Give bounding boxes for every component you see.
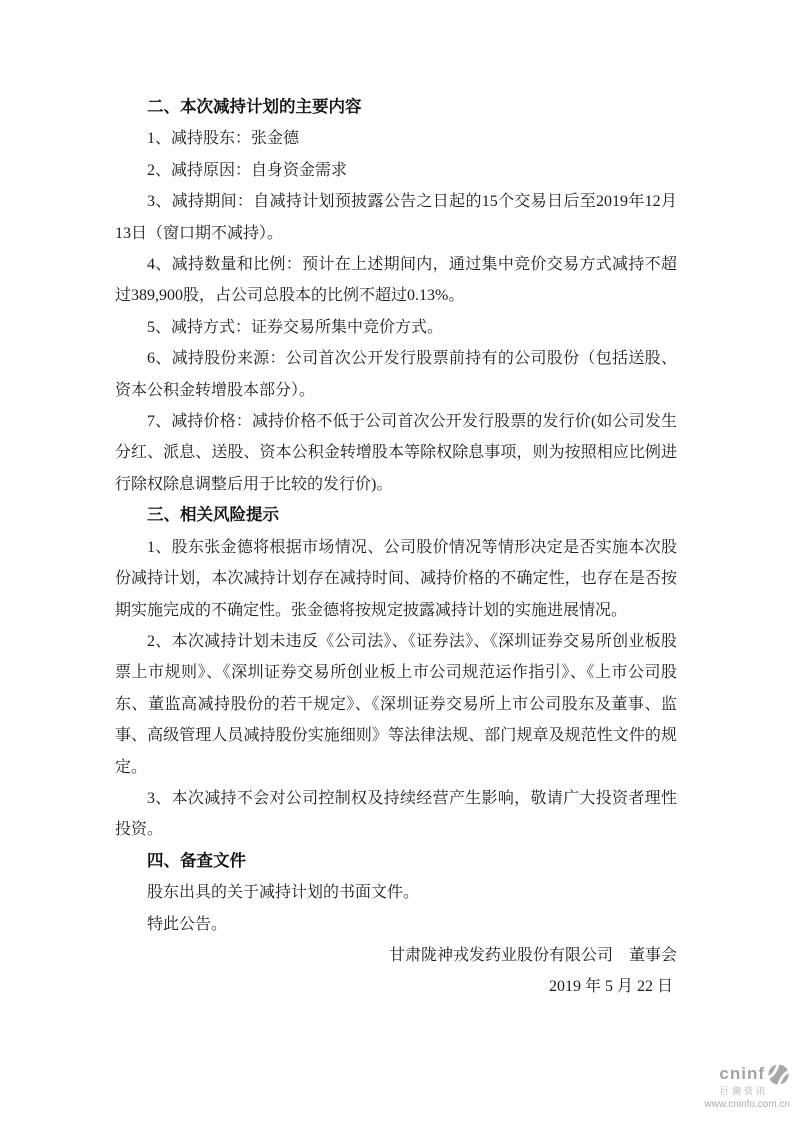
paragraph: 1、股东张金德将根据市场情况、公司股价情况等情形决定是否实施本次股份减持计划，本次减持计划存在减持时间、减持价格的不确定性，也存在是否按期实施完成的不确定性。张金德将按规定披露减持计划的实施进展情况。 bbox=[115, 538, 677, 619]
paragraph: 7、减持价格：减持价格不低于公司首次公开发行股票的发行价(如公司发生分红、派息、送股、资本公积金转增股本等除权除息事项，则为按照相应比例进行除权除息调整后用于比较的发行价)。 bbox=[115, 413, 677, 493]
paragraph: 股东出具的关于减持计划的书面文件。 bbox=[147, 884, 420, 902]
paragraph: 2、减持原因：自身资金需求 bbox=[147, 161, 348, 179]
paragraph: 4、减持数量和比例：预计在上述期间内，通过集中竞价交易方式减持不超过389,900股，占公司总股本的比例不超过0.13%。 bbox=[115, 256, 677, 305]
document-sections bbox=[115, 92, 677, 940]
date-line: 2019 年 5 月 22 日 bbox=[548, 978, 673, 996]
cninfo-url: www.cninfo.com.cn bbox=[704, 1099, 790, 1110]
cninfo-logo-text: cninf bbox=[719, 1064, 765, 1084]
paragraph: 3、本次减持不会对公司控制权及持续经营产生影响，敬请广大投资者理性投资。 bbox=[115, 789, 677, 839]
signature-line: 甘肃陇神戎发药业股份有限公司 董事会 bbox=[388, 946, 677, 964]
paragraph: 1、减持股东：张金德 bbox=[147, 130, 300, 148]
cninfo-brand-chinese: 巨潮资讯 bbox=[719, 1086, 768, 1097]
cninfo-logo-row bbox=[704, 1063, 790, 1086]
section-heading: 三、相关风险提示 bbox=[147, 506, 279, 525]
paragraph: 3、减持期间：自减持计划预披露公告之日起的15个交易日后至2019年12月13日（窗口期不减持）。 bbox=[115, 193, 677, 242]
paragraph: 6、减持股份来源：公司首次公开发行股票前持有的公司股份（包括送股、资本公积金转增股本部分）。 bbox=[115, 350, 677, 399]
cninfo-swirl-icon bbox=[767, 1063, 790, 1086]
cninfo-watermark bbox=[704, 1063, 790, 1110]
section-heading: 四、备查文件 bbox=[147, 851, 246, 870]
document-body bbox=[115, 92, 677, 1003]
paragraph: 特此公告。 bbox=[147, 915, 228, 933]
paragraph: 5、减持方式：证券交易所集中竞价方式。 bbox=[147, 318, 444, 336]
section-heading: 二、本次减持计划的主要内容 bbox=[147, 98, 362, 116]
paragraph: 2、本次减持计划未违反《公司法》、《证券法》、《深圳证券交易所创业板股票上市规则》、《深圳证券交易所创业板上市公司规范运作指引》、《上市公司股东、董监高减持股份的若干规定》、《深圳证券交易所上市公司股东及董事、监事、高级管理人员减持股份实施细则》等法律法规、部门规章及规范性文件的规定。 bbox=[115, 632, 677, 776]
